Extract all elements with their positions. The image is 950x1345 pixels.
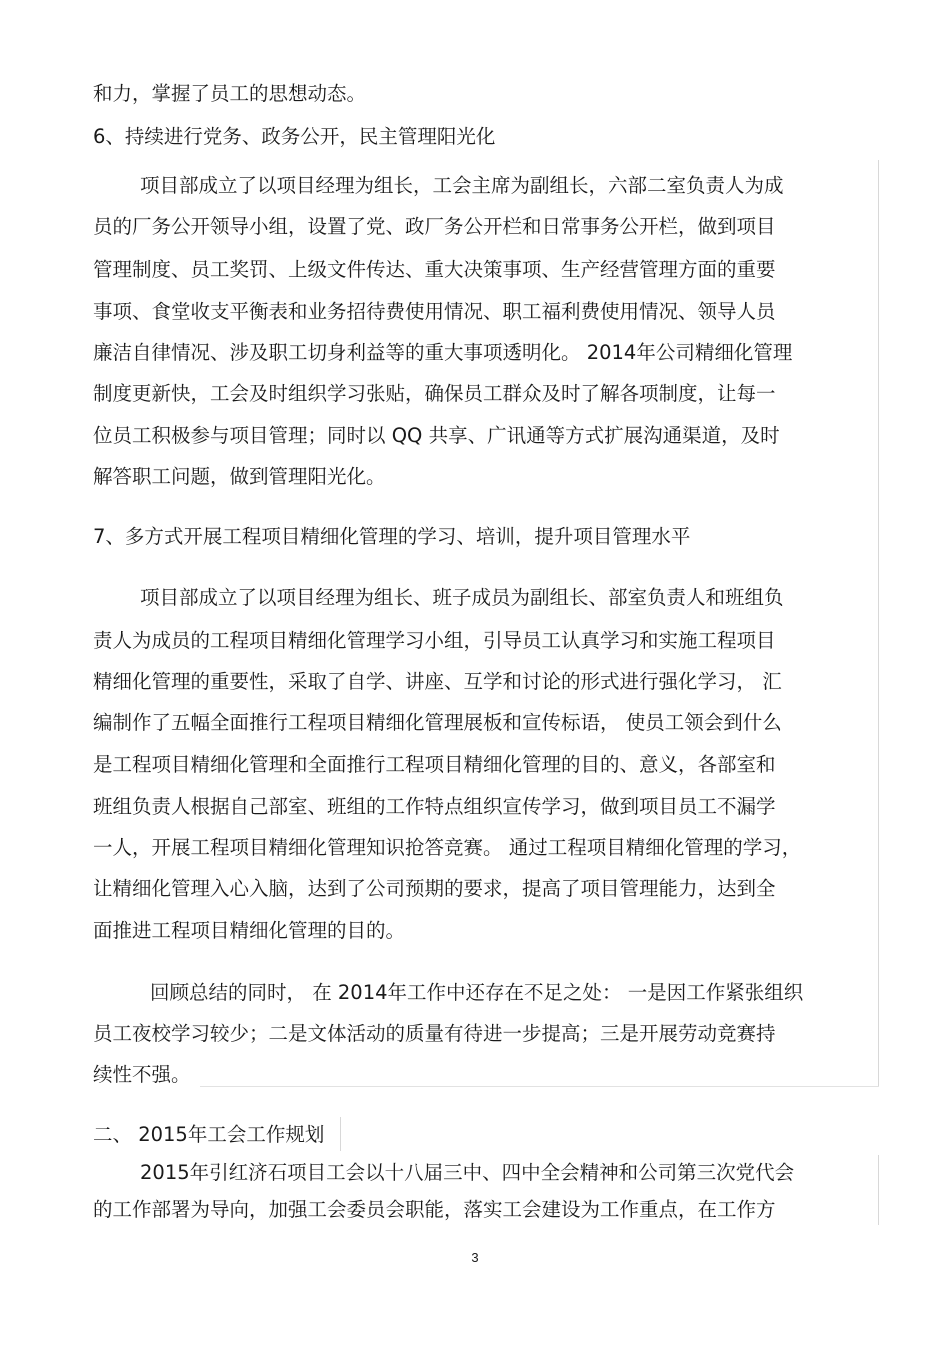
text-line: 2015年引红济石项目工会以十八届三中、四中全会精神和公司第三次党代会 — [140, 1161, 795, 1184]
section-heading-7: 7、多方式开展工程项目精细化管理的学习、培训，提升项目管理水平 — [93, 525, 691, 548]
section-bottom-rule — [200, 1086, 879, 1087]
text-line: 员工夜校学习较少；二是文体活动的质量有待进一步提高；三是开展劳动竞赛持 — [93, 1022, 776, 1045]
text-line: 管理制度、员工奖罚、上级文件传达、重大决策事项、生产经营管理方面的重要 — [93, 258, 776, 281]
text-line: 解答职工问题，做到管理阳光化。 — [93, 465, 386, 488]
text-line: 面推进工程项目精细化管理的目的。 — [93, 919, 406, 942]
page-number: 3 — [471, 1250, 479, 1265]
text-line: 编制作了五幅全面推行工程项目精细化管理展板和宣传标语， 使员工领会到什么 — [93, 711, 782, 734]
text-line: 一人，开展工程项目精细化管理知识抢答竞赛。 通过工程项目精细化管理的学习， — [93, 836, 802, 859]
text-line: 项目部成立了以项目经理为组长、班子成员为副组长、部室负责人和班组负 — [140, 586, 784, 609]
heading-side-rule — [340, 1117, 341, 1151]
text-line: 班组负责人根据自己部室、班组的工作特点组织宣传学习，做到项目员工不漏学 — [93, 795, 776, 818]
text-line: 位员工积极参与项目管理；同时以 QQ 共享、广讯通等方式扩展沟通渠道，及时 — [93, 424, 780, 447]
text-line: 项目部成立了以项目经理为组长，工会主席为副组长，六部二室负责人为成 — [140, 174, 784, 197]
text-line: 员的厂务公开领导小组，设置了党、政厂务公开栏和日常事务公开栏，做到项目 — [93, 215, 776, 238]
text-line: 续性不强。 — [93, 1063, 191, 1086]
text-line: 制度更新快，工会及时组织学习张贴，确保员工群众及时了解各项制度，让每一 — [93, 382, 776, 405]
text-line: 让精细化管理入心入脑，达到了公司预期的要求，提高了项目管理能力，达到全 — [93, 877, 776, 900]
text-line: 回顾总结的同时， 在 2014年工作中还存在不足之处： 一是因工作紧张组织 — [150, 981, 804, 1004]
text-line: 责人为成员的工程项目精细化管理学习小组，引导员工认真学习和实施工程项目 — [93, 629, 776, 652]
section-heading-6: 6、持续进行党务、政务公开，民主管理阳光化 — [93, 125, 496, 148]
text-line: 事项、食堂收支平衡表和业务招待费使用情况、职工福利费使用情况、领导人员 — [93, 300, 776, 323]
text-line: 廉洁自律情况、涉及职工切身利益等的重大事项透明化。 2014年公司精细化管理 — [93, 341, 793, 364]
section-heading-2015: 二、 2015年工会工作规划 — [93, 1123, 325, 1146]
text-line: 精细化管理的重要性，采取了自学、讲座、互学和讨论的形式进行强化学习， 汇 — [93, 670, 782, 693]
right-margin-rule — [878, 160, 879, 1086]
text-line: 的工作部署为导向，加强工会委员会职能，落实工会建设为工作重点，在工作方 — [93, 1198, 776, 1221]
text-line: 和力，掌握了员工的思想动态。 — [93, 82, 367, 105]
text-line: 是工程项目精细化管理和全面推行工程项目精细化管理的目的、意义，各部室和 — [93, 753, 776, 776]
right-margin-rule-lower — [878, 1155, 879, 1225]
